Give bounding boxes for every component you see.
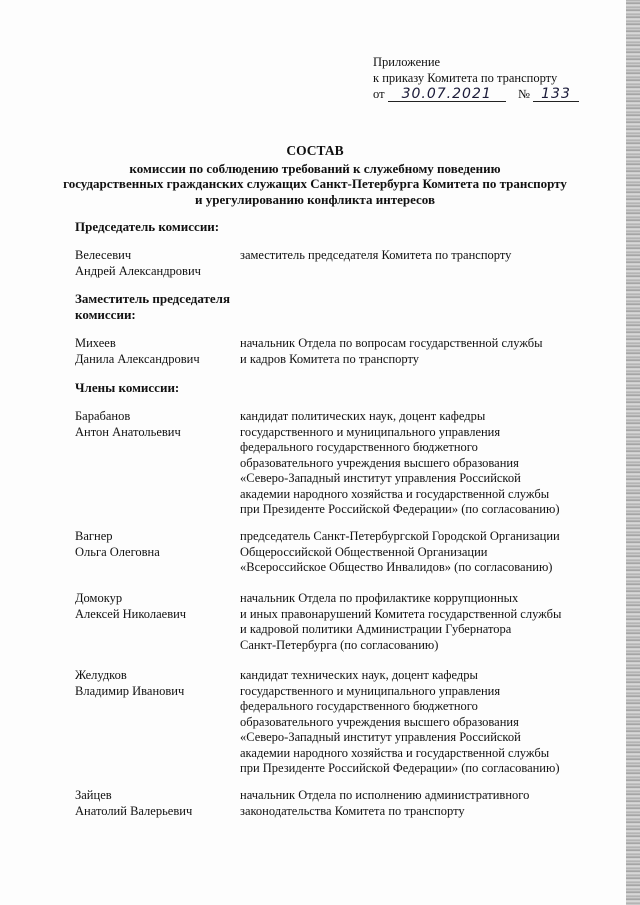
member-position <box>240 336 585 367</box>
number-prefix: № <box>517 87 530 101</box>
position-line: заместитель председателя Комитета по транспорту <box>240 248 512 262</box>
member-given-names: Данила Александрович <box>75 351 200 366</box>
member-given-names: Антон Анатольевич <box>75 424 181 439</box>
member-name <box>75 409 181 440</box>
member-position <box>240 591 585 653</box>
position-line: и кадровой политики Администрации Губернатора <box>240 622 512 636</box>
member-position <box>240 529 585 576</box>
member-given-names: Анатолий Валерьевич <box>75 803 193 818</box>
position-line: «Северо-Западный институт управления Российской <box>240 471 521 485</box>
position-line: государственного и муниципального управления <box>240 424 501 439</box>
scan-edge-strip <box>626 0 640 905</box>
member-position <box>240 409 585 518</box>
heading-line-3: и урегулированию конфликта интересов <box>194 191 435 207</box>
appendix-order-ref: к приказу Комитета по транспорту <box>373 71 558 85</box>
date-field <box>388 87 506 102</box>
member-given-names: Владимир Иванович <box>75 683 185 698</box>
member-position <box>240 248 585 264</box>
member-surname: Желудков <box>75 668 127 682</box>
member-surname: Зайцев <box>75 788 112 802</box>
position-line: «Всероссийское Общество Инвалидов» (по согласованию) <box>240 560 553 574</box>
member-surname: Велесевич <box>75 248 132 262</box>
position-line: академии народного хозяйства и государственной службы <box>240 486 550 501</box>
position-line: председатель Санкт-Петербургской Городской Организации <box>240 529 560 543</box>
member-name <box>75 529 160 560</box>
member-given-names: Алексей Николаевич <box>75 606 187 621</box>
heading-line-1: комиссии по соблюдению требований к служебному поведению <box>129 160 501 176</box>
member-surname: Барабанов <box>75 409 131 423</box>
appendix-block <box>373 54 579 102</box>
section-members-title: Члены комиссии: <box>75 380 180 395</box>
heading-title: СОСТАВ <box>286 143 344 158</box>
appendix-title: Приложение <box>373 55 441 69</box>
appendix-date-number-line <box>373 86 579 102</box>
date-prefix: от <box>373 87 385 101</box>
position-line: образовательного учреждения высшего образования <box>240 714 519 729</box>
member-given-names: Андрей Александрович <box>75 263 201 278</box>
handwritten-number: 133 <box>541 86 571 102</box>
member-name <box>75 248 201 279</box>
position-line: федерального государственного бюджетного <box>240 440 478 454</box>
member-surname: Вагнер <box>75 529 113 543</box>
position-line: и иных правонарушений Комитета государственной службы <box>240 606 562 621</box>
member-name <box>75 336 200 367</box>
position-line: Общероссийской Общественной Организации <box>240 544 488 559</box>
position-line: государственного и муниципального управления <box>240 683 501 698</box>
position-line: кандидат технических наук, доцент кафедры <box>240 668 478 682</box>
position-line: «Северо-Западный институт управления Российской <box>240 730 521 744</box>
position-line: Санкт-Петербурга (по согласованию) <box>240 637 439 652</box>
member-surname: Михеев <box>75 336 116 350</box>
member-name <box>75 668 184 699</box>
document-heading <box>60 143 570 207</box>
member-name <box>75 591 186 622</box>
section-deputy-title-line-1: Заместитель председателя <box>75 291 231 306</box>
member-position <box>240 788 585 819</box>
number-field <box>533 87 579 102</box>
member-position <box>240 668 585 777</box>
position-line: кандидат политических наук, доцент кафедры <box>240 409 486 423</box>
member-given-names: Ольга Олеговна <box>75 544 160 559</box>
position-line: федерального государственного бюджетного <box>240 699 478 713</box>
handwritten-date: 30.07.2021 <box>401 86 492 102</box>
position-line: начальник Отдела по профилактике коррупционных <box>240 591 519 605</box>
position-line: при Президенте Российской Федерации» (по согласованию) <box>240 761 560 775</box>
section-deputy-title-line-2: комиссии: <box>75 306 136 322</box>
position-line: и кадров Комитета по транспорту <box>240 351 420 366</box>
position-line: начальник Отдела по вопросам государственной службы <box>240 336 543 350</box>
position-line: законодательства Комитета по транспорту <box>240 803 465 818</box>
section-deputy-title <box>75 291 230 322</box>
heading-line-2: государственных гражданских служащих Санкт-Петербурга Комитета по транспорту <box>63 176 567 191</box>
section-chair-title: Председатель комиссии: <box>75 219 220 234</box>
position-line: начальник Отдела по исполнению административного <box>240 788 530 802</box>
position-line: образовательного учреждения высшего образования <box>240 455 519 470</box>
position-line: при Президенте Российской Федерации» (по согласованию) <box>240 502 560 516</box>
member-surname: Домокур <box>75 591 123 605</box>
member-name <box>75 788 192 819</box>
position-line: академии народного хозяйства и государственной службы <box>240 745 550 760</box>
